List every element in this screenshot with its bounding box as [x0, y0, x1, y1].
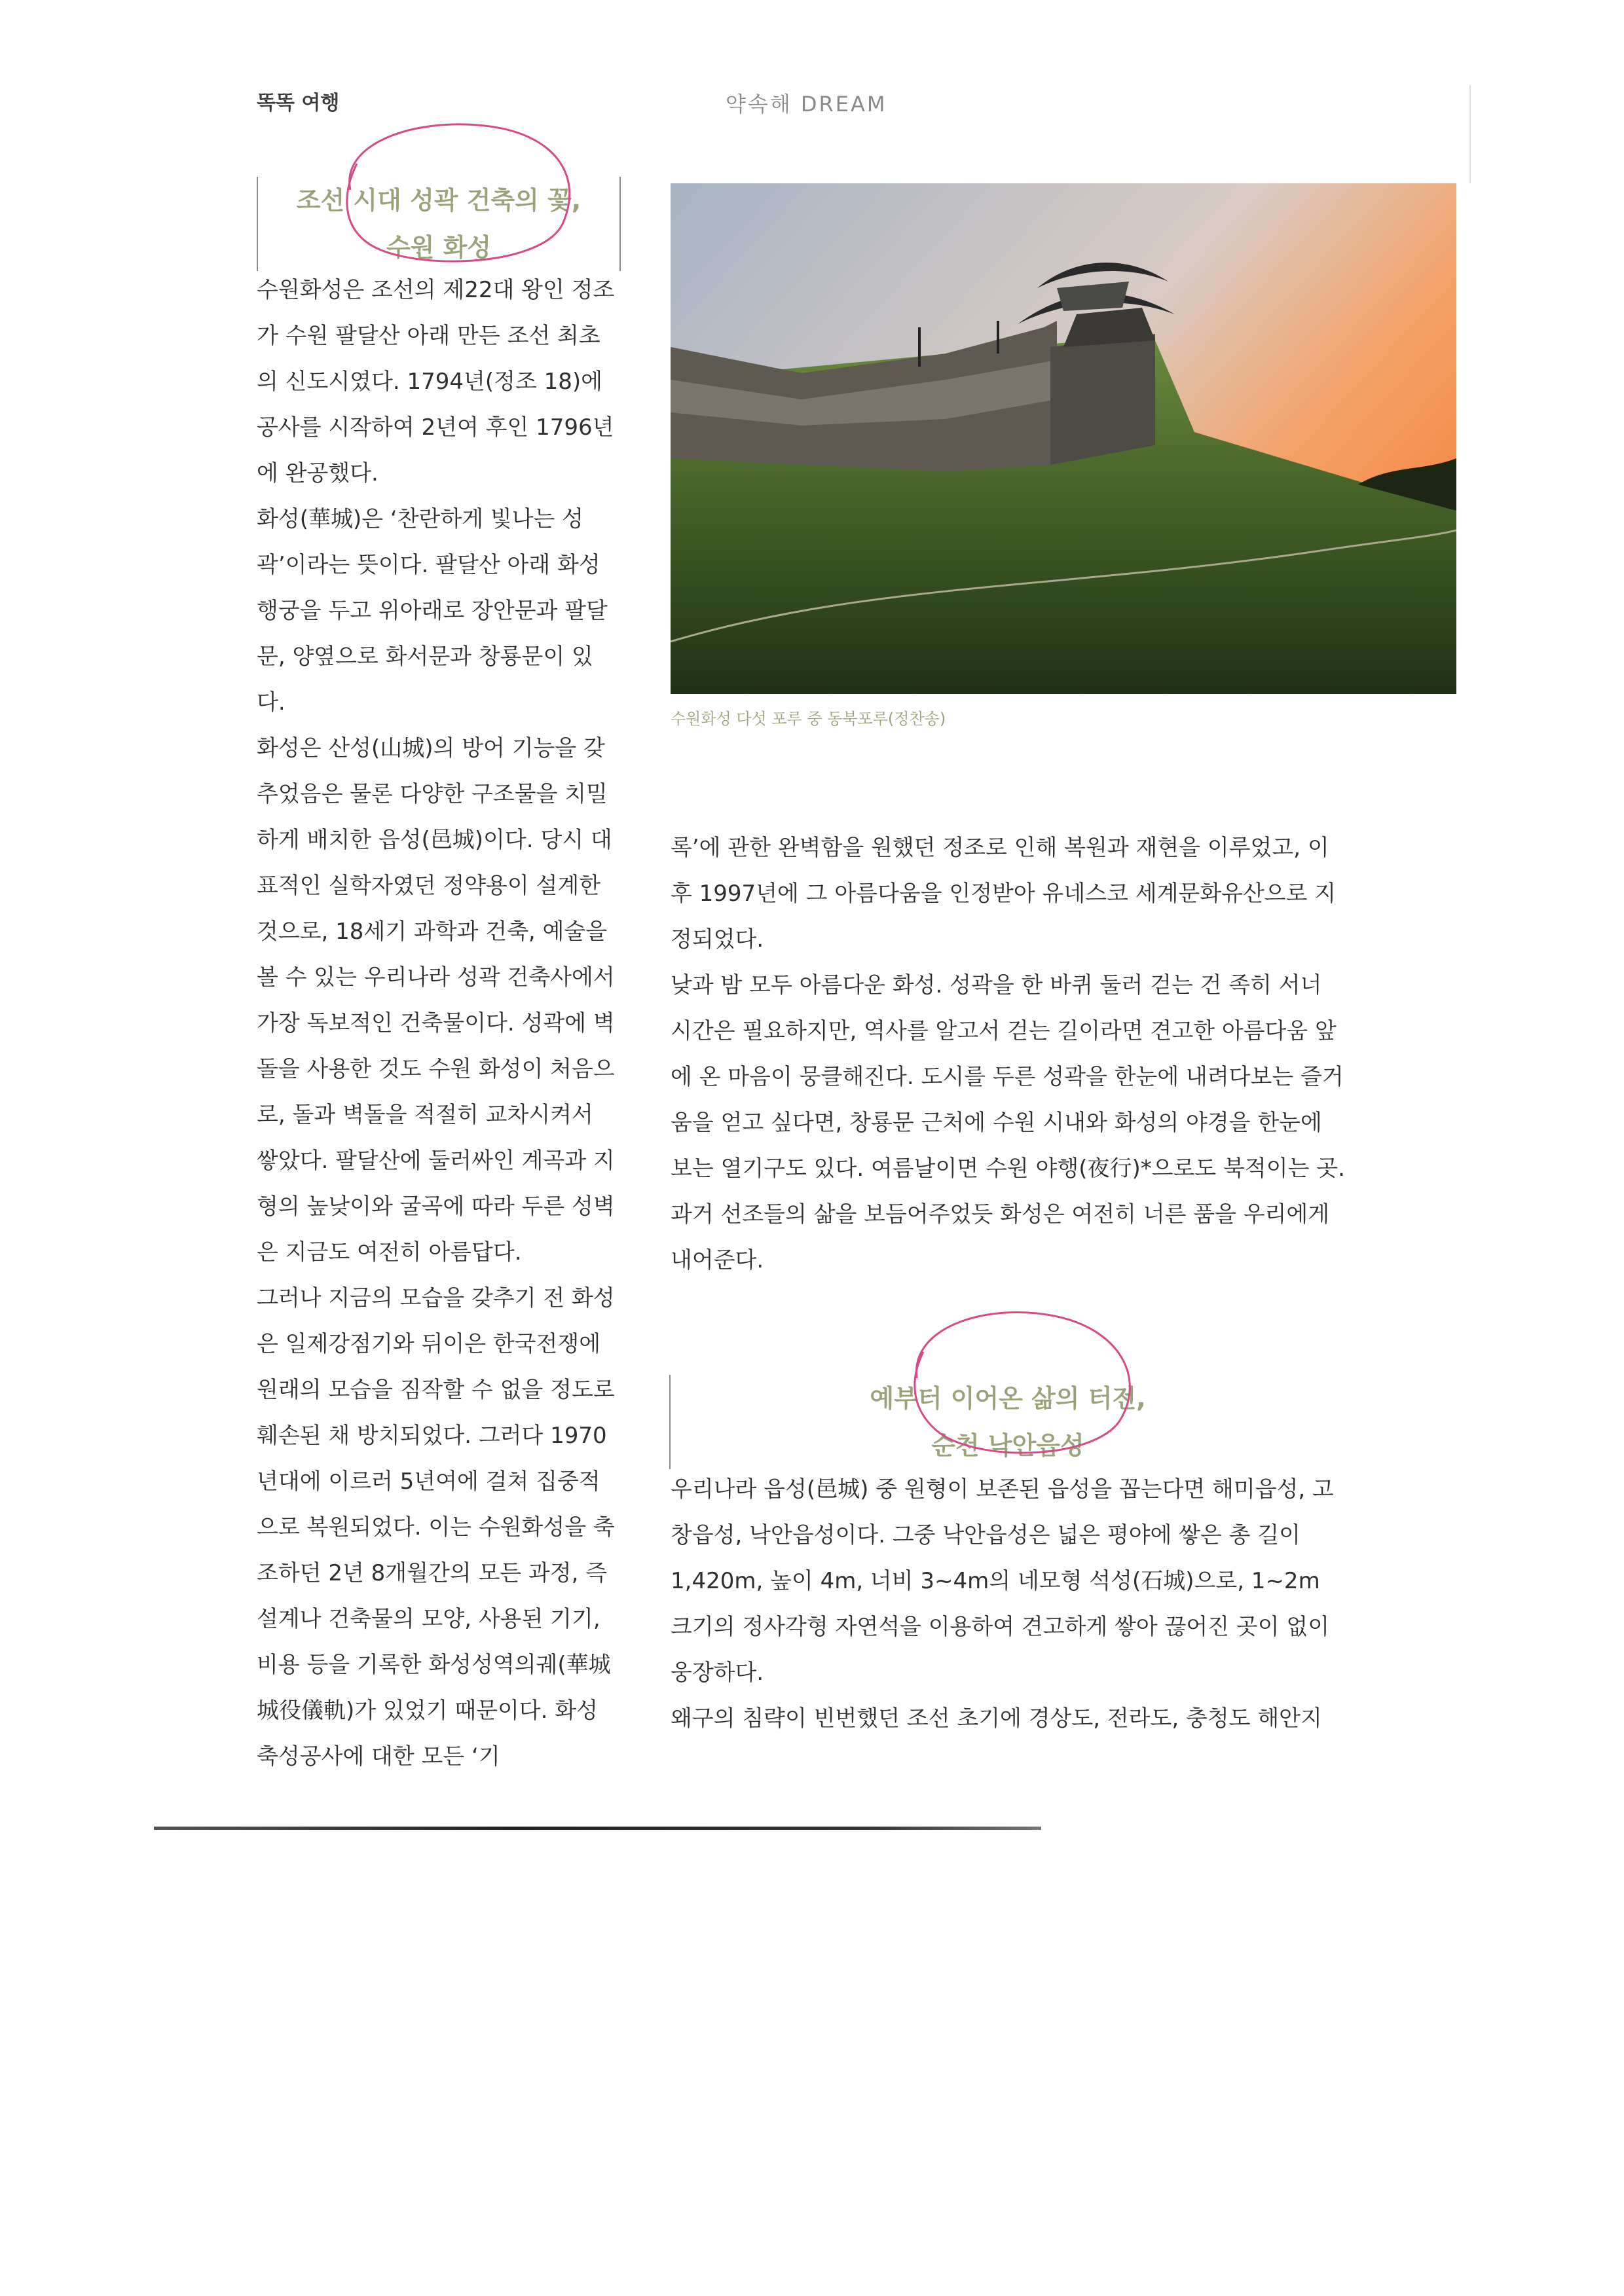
section2-title-line2: 순천 낙안읍성 [931, 1431, 1084, 1460]
paragraph: 낮과 밤 모두 아름다운 화성. 성곽을 한 바퀴 둘러 걷는 건 족히 서너 시간은 필요하지만, 역사를 알고서 걷는 길이라면 견고한 아름다움 앞에 온 마음이 뭉클해진다. 도시를 두른 성곽을 한눈에 내려다보는 즐거움을 얻고 싶다면, 창룡문 근처에 수원 시내와 화성의 야경을 한눈에 보는 열기구도 있다. 여름날이면 수원 야행(夜行)*으로도 북적이는 곳. 과거 선조들의 삶을 보듬어주었듯 화성은 여전히 너른 품을 우리에게 내어준다. [671, 972, 1345, 1273]
section1-title-line1: 조선 시대 성곽 건축의 꽃, [296, 186, 581, 215]
paragraph: 그러나 지금의 모습을 갖추기 전 화성은 일제강점기와 뒤이은 한국전쟁에 원래의 모습을 짐작할 수 없을 정도로 훼손된 채 방치되었다. 그러다 1970년대에 이르러 5년여에 걸쳐 집중적으로 복원되었다. 이는 수원화성을 축조하던 2년 8개월간의 모든 과정, 즉 설계나 건축물의 모양, 사용된 기기, 비용 등을 기록한 화성성역의궤(華城城役儀軌)가 있었기 때문이다. 화성 축성공사에 대한 모든 ‘기 [257, 1285, 615, 1770]
magazine-title: 약속해 DREAM [726, 92, 887, 117]
section1-continued [671, 825, 1345, 1283]
section2-title [669, 1375, 1345, 1469]
paragraph: 록’에 관한 완벽함을 원했던 정조로 인해 복원과 재현을 이루었고, 이후 1997년에 그 아름다움을 인정받아 유네스코 세계문화유산으로 지정되었다. [671, 835, 1337, 953]
section2-title-line1: 예부터 이어온 삶의 터전, [870, 1384, 1146, 1413]
section1-title-line2: 수원 화성 [386, 233, 492, 262]
paragraph: 화성은 산성(山城)의 방어 기능을 갖추었음은 물론 다양한 구조물을 치밀하게 배치한 읍성(邑城)이다. 당시 대표적인 실학자였던 정약용이 설계한 것으로, 18세기 과학과 건축, 예술을 볼 수 있는 우리나라 성곽 건축사에서 가장 독보적인 건축물이다. 성곽에 벽돌을 사용한 것도 수원 화성이 처음으로, 돌과 벽돌을 적절히 교차시켜서 쌓았다. 팔달산에 둘러싸인 계곡과 지형의 높낮이와 굴곡에 따라 두른 성벽은 지금도 여전히 아름답다. [257, 735, 615, 1266]
section1-title [257, 177, 621, 271]
paragraph: 화성(華城)은 ‘찬란하게 빛나는 성곽’이라는 뜻이다. 팔달산 아래 화성 행궁을 두고 위아래로 장안문과 팔달문, 양옆으로 화서문과 창룡문이 있다. [257, 506, 608, 716]
paragraph: 왜구의 침략이 빈번했던 조선 초기에 경상도, 전라도, 충청도 해안지 [671, 1705, 1322, 1732]
section-label: 똑똑 여행 [257, 92, 340, 115]
paragraph: 수원화성은 조선의 제22대 왕인 정조가 수원 팔달산 아래 만든 조선 최초의 신도시였다. 1794년(정조 18)에 공사를 시작하여 2년여 후인 1796년에 완공했다. [257, 277, 615, 486]
paragraph: 우리나라 읍성(邑城) 중 원형이 보존된 읍성을 꼽는다면 해미읍성, 고창읍성, 낙안읍성이다. 그중 낙안읍성은 넓은 평야에 쌓은 총 길이 1,420m, 높이 4m, 너비 3~4m의 네모형 석성(石城)으로, 1~2m 크기의 정사각형 자연석을 이용하여 견고하게 쌓아 끊어진 곳이 없이 웅장하다. [671, 1476, 1334, 1686]
section2-body [671, 1467, 1345, 1741]
section1-body [257, 267, 618, 1779]
photo-caption: 수원화성 다섯 포루 중 동북포루(정찬송) [671, 710, 946, 728]
page-edge-shadow [1469, 85, 1471, 183]
scan-edge-rule [154, 1827, 1041, 1830]
fortress-photo [671, 183, 1456, 694]
